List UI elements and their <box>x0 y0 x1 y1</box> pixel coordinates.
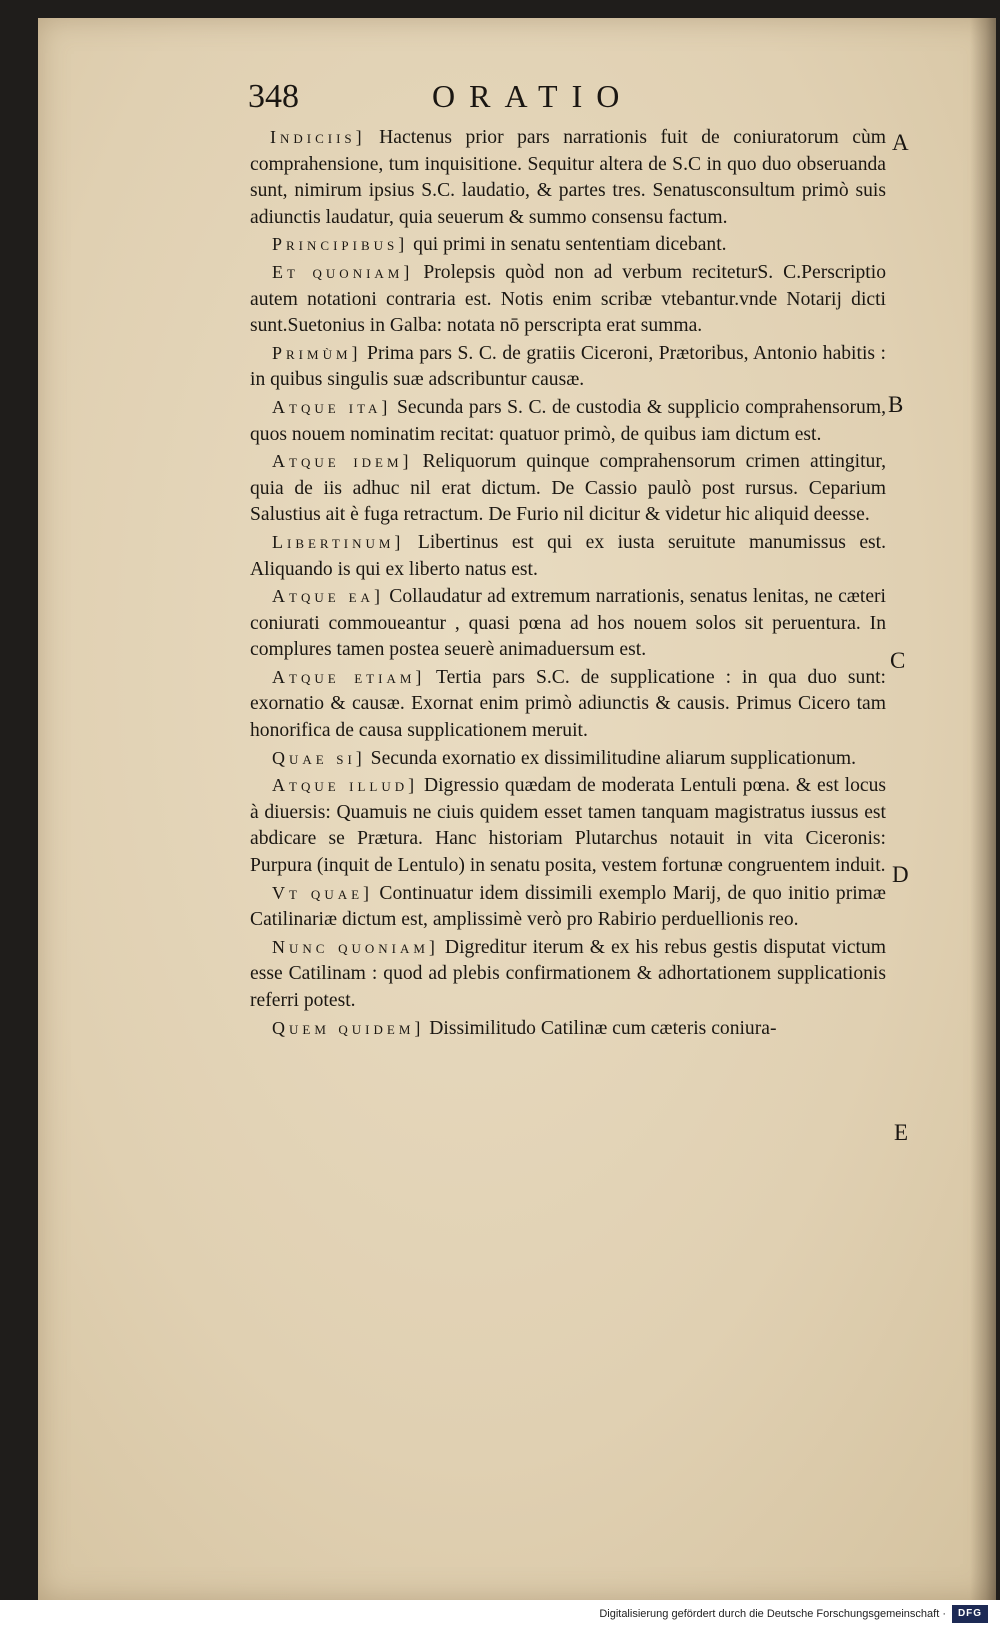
page-header <box>248 78 708 122</box>
lemma: Et quoniam] <box>272 261 414 282</box>
margin-letter-b: B <box>888 392 904 417</box>
lemma: Indiciis] <box>270 127 366 147</box>
lemma: Atque etiam] <box>272 666 426 687</box>
paragraph <box>250 394 886 448</box>
lemma: Principibus] <box>272 234 409 255</box>
lemma: Quem quidem] <box>272 1017 425 1038</box>
lemma: Primùm] <box>272 342 362 363</box>
paragraph-text: qui primi in senatu sententiam dicebant. <box>408 234 727 256</box>
paragraph <box>250 745 886 773</box>
footer-bar <box>0 1600 1000 1640</box>
margin-letter-d: D <box>892 862 909 887</box>
paragraph <box>250 340 886 394</box>
margin-letter-c: C <box>890 648 906 673</box>
paragraph <box>250 1015 886 1043</box>
paragraph-text: Digressio quædam de moderata Lentuli pœna. & est locus à diuersis: Quamuis ne ciuis quidem esset tamen tanquam magistratus iussus est abdicare se Prætura. Hanc historiam Plutarchus notauit in vita Ciceronis: Purpura (inquit de Lentulo) in senatu posita, vestem fortunæ congruentem induit. <box>250 775 886 877</box>
paragraph <box>250 772 886 879</box>
paragraph-text: Tertia pars S.C. de supplicatione : in qua duo sunt: exornatio & causæ. Exornat enim primò adiunctis & causis. Primus Cicero tam honorifica de causa supplicationem meruit. <box>250 666 886 742</box>
margin-letter-e: E <box>894 1120 909 1145</box>
running-head: ORATIO <box>432 78 634 114</box>
paragraph <box>250 448 886 529</box>
paragraph-text: Secunda pars S. C. de custodia & supplicio comprahensorum, quos nouem nominatim recitat: quatuor primò, de quibus iam dictum est. <box>250 396 886 445</box>
page-number: 348 <box>248 78 299 115</box>
paragraph <box>250 934 886 1015</box>
footer-credit: Digitalisierung gefördert durch die Deutsche Forschungsgemeinschaft · <box>599 1608 946 1620</box>
paragraph <box>250 664 886 745</box>
margin-letter-a: A <box>892 130 909 155</box>
lemma: Nunc quoniam] <box>272 936 439 957</box>
lemma: Atque idem] <box>272 451 413 472</box>
dfg-logo-icon: DFG <box>952 1605 988 1623</box>
paragraph-text: Secunda exornatio ex dissimilitudine aliarum supplicationum. <box>365 747 857 769</box>
paragraph <box>250 583 886 664</box>
paragraph-text: Collaudatur ad extremum narrationis, senatus lenitas, ne cæteri coniurati commoueantur , quasi pœna ad hos nouem solos sit peruentura. In complures tamen postea seuerè animaduersum est. <box>250 586 886 661</box>
paragraph-text: Reliquorum quinque comprahensorum crimen attingitur, quia de iis adhuc nil erat dictum. De Cassio paulò post rursus. Ceparium Salustius ait è fuga retractum. De Furio nil dicitur & videtur hic aliquid deesse. <box>250 451 886 526</box>
paragraph <box>250 231 886 259</box>
lemma: Atque illud] <box>272 775 419 796</box>
paragraph-text: Hactenus prior pars narrationis fuit de coniuratorum cùm comprahensione, tum inquisitione. Sequitur altera de S.C in quo duo obseruanda sunt, nimirum ipsius S.C. laudatio, & partes tres. Senatusconsultum primò suis adiunctis laudatur, quia seuerum & summo consensu factum. <box>250 127 886 228</box>
page-edge-shadow <box>970 18 996 1600</box>
paragraph <box>250 124 886 231</box>
paragraph <box>250 529 886 583</box>
lemma: Libertinum] <box>272 531 405 552</box>
paragraph-text: Dissimilitudo Catilinæ cum cæteris coniura- <box>424 1017 777 1039</box>
lemma: Atque ea] <box>272 586 384 607</box>
paragraph <box>250 259 886 340</box>
paragraph-text: Continuatur idem dissimili exemplo Marij, de quo initio primæ Catilinariæ dictum est, amplissimè verò pro Rabirio perduellionis reo. <box>250 882 886 931</box>
paragraph-text: Prima pars S. C. de gratiis Ciceroni, Prætoribus, Antonio habitis : in quibus singulis suæ adscribuntur causæ. <box>250 342 886 391</box>
paragraph <box>250 880 886 934</box>
lemma: Quae si] <box>272 747 366 768</box>
lemma: Vt quae] <box>272 882 374 903</box>
commentary-text <box>250 124 886 1042</box>
paragraph-text: Digreditur iterum & ex his rebus gestis disputat victum esse Catilinam : quod ad plebis confirmationem & adhortationem supplicationis referri potest. <box>250 936 886 1011</box>
paragraph-text: Libertinus est qui ex iusta seruitute manumissus est. Aliquando is qui ex liberto natus est. <box>250 531 886 580</box>
paragraph-text: Prolepsis quòd non ad verbum reciteturS. C.Perscriptio autem notationi contraria est. Notis enim scribæ vtebantur.vnde Notarij dicti sunt.Suetonius in Galba: notata nō perscripta erat summa. <box>250 261 886 337</box>
lemma: Atque ita] <box>272 396 392 417</box>
